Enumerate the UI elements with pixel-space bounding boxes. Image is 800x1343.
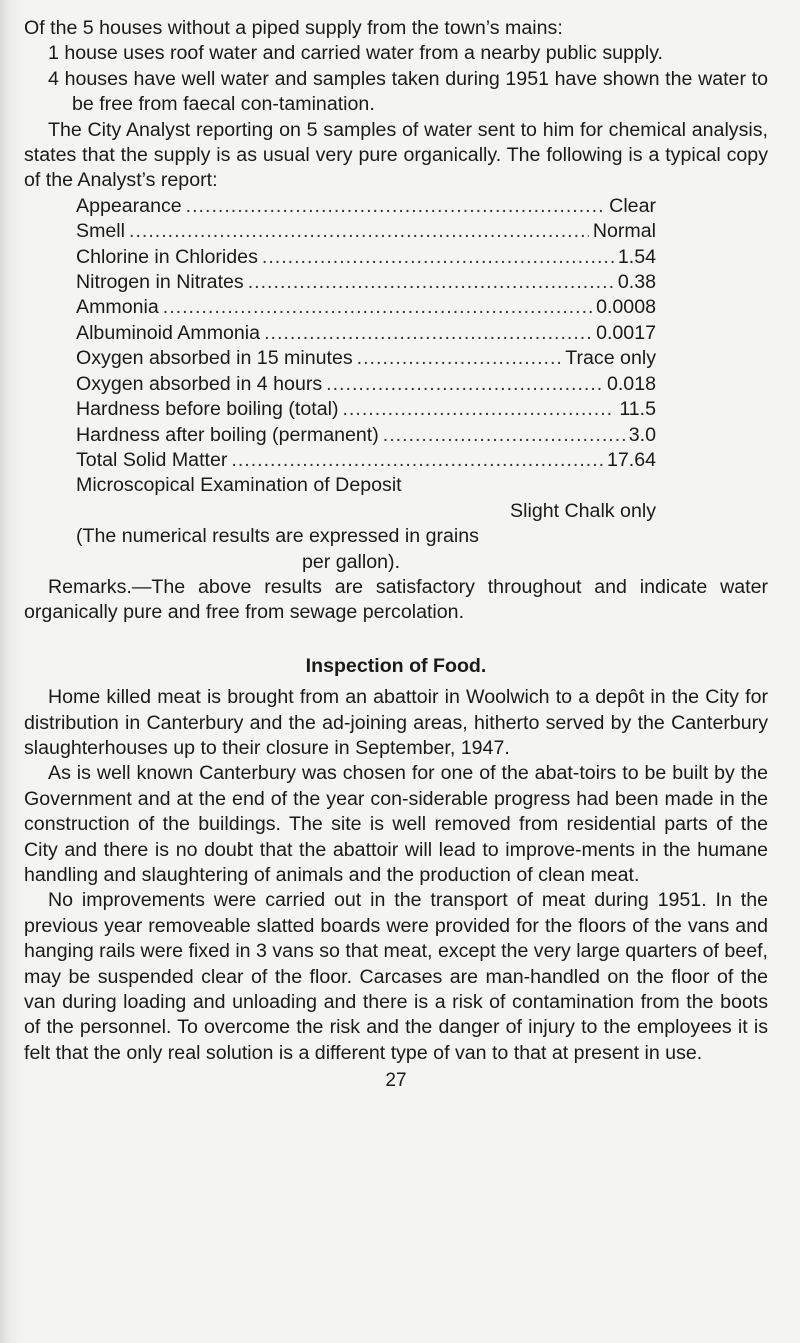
leader-dots: [163, 295, 592, 320]
report-label: Appearance: [76, 194, 182, 217]
intro-item-well-water: 4 houses have well water and samples taken during 1951 have shown the water to be free from faecal con-tamination.: [48, 67, 768, 116]
section-heading-inspection-of-food: Inspection of Food.: [305, 654, 487, 677]
report-row-hardness-total: [76, 397, 656, 422]
leader-dots: [357, 346, 562, 371]
report-label: Total Solid Matter: [76, 448, 228, 471]
report-label: Ammonia: [76, 296, 159, 319]
report-row-nitrogen: [76, 270, 656, 295]
leader-dots: [342, 397, 615, 422]
intro-item-roof-water: 1 house uses roof water and carried water from a nearby public supply.: [48, 42, 663, 65]
report-label: Hardness after boiling (permanent): [76, 423, 379, 446]
analyst-report: [24, 194, 656, 575]
report-value: 11.5: [619, 398, 656, 421]
deposit-label: Microscopical Examination of Deposit: [76, 474, 402, 497]
report-value: Clear: [609, 194, 656, 217]
leader-dots: [326, 372, 603, 397]
leader-dots: [129, 219, 589, 244]
report-value: Trace only: [565, 347, 656, 370]
report-label: Oxygen absorbed in 4 hours: [76, 372, 323, 395]
report-value: 0.38: [617, 271, 656, 294]
report-row-appearance: [76, 194, 656, 219]
leader-dots: [231, 448, 603, 473]
food-paragraph: As is well known Canterbury was chosen for one of the abat-toirs to be built by the Government and at the end of the year con-siderable progress had been made in the construction of the buildings. The site is well removed from residential parts of the City and there is no doubt that the abattoir will lead to improve-ments in the humane handling and slaughtering of animals and the production of clean meat.: [24, 762, 768, 886]
intro-lead: Of the 5 houses without a piped supply from the town’s mains:: [24, 17, 563, 39]
analyst-paragraph: The City Analyst reporting on 5 samples of water sent to him for chemical analysis, states that the supply is as usual very pure organically. The following is a typical copy of the Analyst’s report:: [24, 118, 768, 192]
report-row-ammonia: [76, 295, 656, 320]
leader-dots: [262, 245, 614, 270]
page-number: 27: [385, 1070, 407, 1092]
report-label: Albuminoid Ammonia: [76, 321, 261, 344]
report-value: 0.0017: [596, 321, 656, 344]
deposit-value: Slight Chalk only: [510, 499, 656, 522]
report-label: Oxygen absorbed in 15 minutes: [76, 347, 353, 370]
report-value: 3.0: [628, 423, 656, 446]
report-row-oxygen-15-min: [76, 346, 656, 371]
report-value: Normal: [592, 220, 656, 243]
units-note-line1: (The numerical results are expressed in grains: [76, 525, 479, 548]
report-value: 1.54: [617, 245, 656, 268]
report-row-oxygen-4-hours: [76, 372, 656, 397]
report-row-smell: [76, 219, 656, 244]
report-row-albuminoid-ammonia: [76, 321, 656, 346]
food-paragraph: Home killed meat is brought from an abattoir in Woolwich to a depôt in the City for distribution in Canterbury and the ad-joining areas, hitherto served by the Canterbury slaughterhouses up to their closure in September, 1947.: [24, 686, 768, 759]
leader-dots: [186, 194, 606, 219]
report-label: Hardness before boiling (total): [76, 398, 339, 421]
report-value: 17.64: [606, 448, 656, 471]
report-row-chlorine: [76, 245, 656, 270]
report-row-total-solid-matter: [76, 448, 656, 473]
report-label: Nitrogen in Nitrates: [76, 271, 244, 294]
report-row-hardness-permanent: [76, 423, 656, 448]
leader-dots: [264, 321, 592, 346]
leader-dots: [248, 270, 614, 295]
leader-dots: [383, 423, 625, 448]
report-value: 0.018: [606, 372, 656, 395]
report-label: Smell: [76, 220, 125, 243]
units-note-line2: per gallon).: [301, 550, 401, 573]
remarks-paragraph: Remarks.—The above results are satisfactory throughout and indicate water organically pure and free from sewage percolation.: [24, 575, 768, 624]
report-label: Chlorine in Chlorides: [76, 245, 258, 268]
report-value: 0.0008: [596, 296, 656, 319]
food-paragraph: No improvements were carried out in the transport of meat during 1951. In the previous year removeable slatted boards were provided for the floors of the vans and hanging rails were fixed in 3 vans so that meat, except the very large quarters of beef, may be suspended clear of the floor. Carcases are man-handled on the floor of the van during loading and unloading and there is a risk of contamination from the boots of the personnel. To overcome the risk and the danger of injury to the employees it is felt that the only real solution is a different type of van to that at present in use.: [24, 889, 768, 1064]
